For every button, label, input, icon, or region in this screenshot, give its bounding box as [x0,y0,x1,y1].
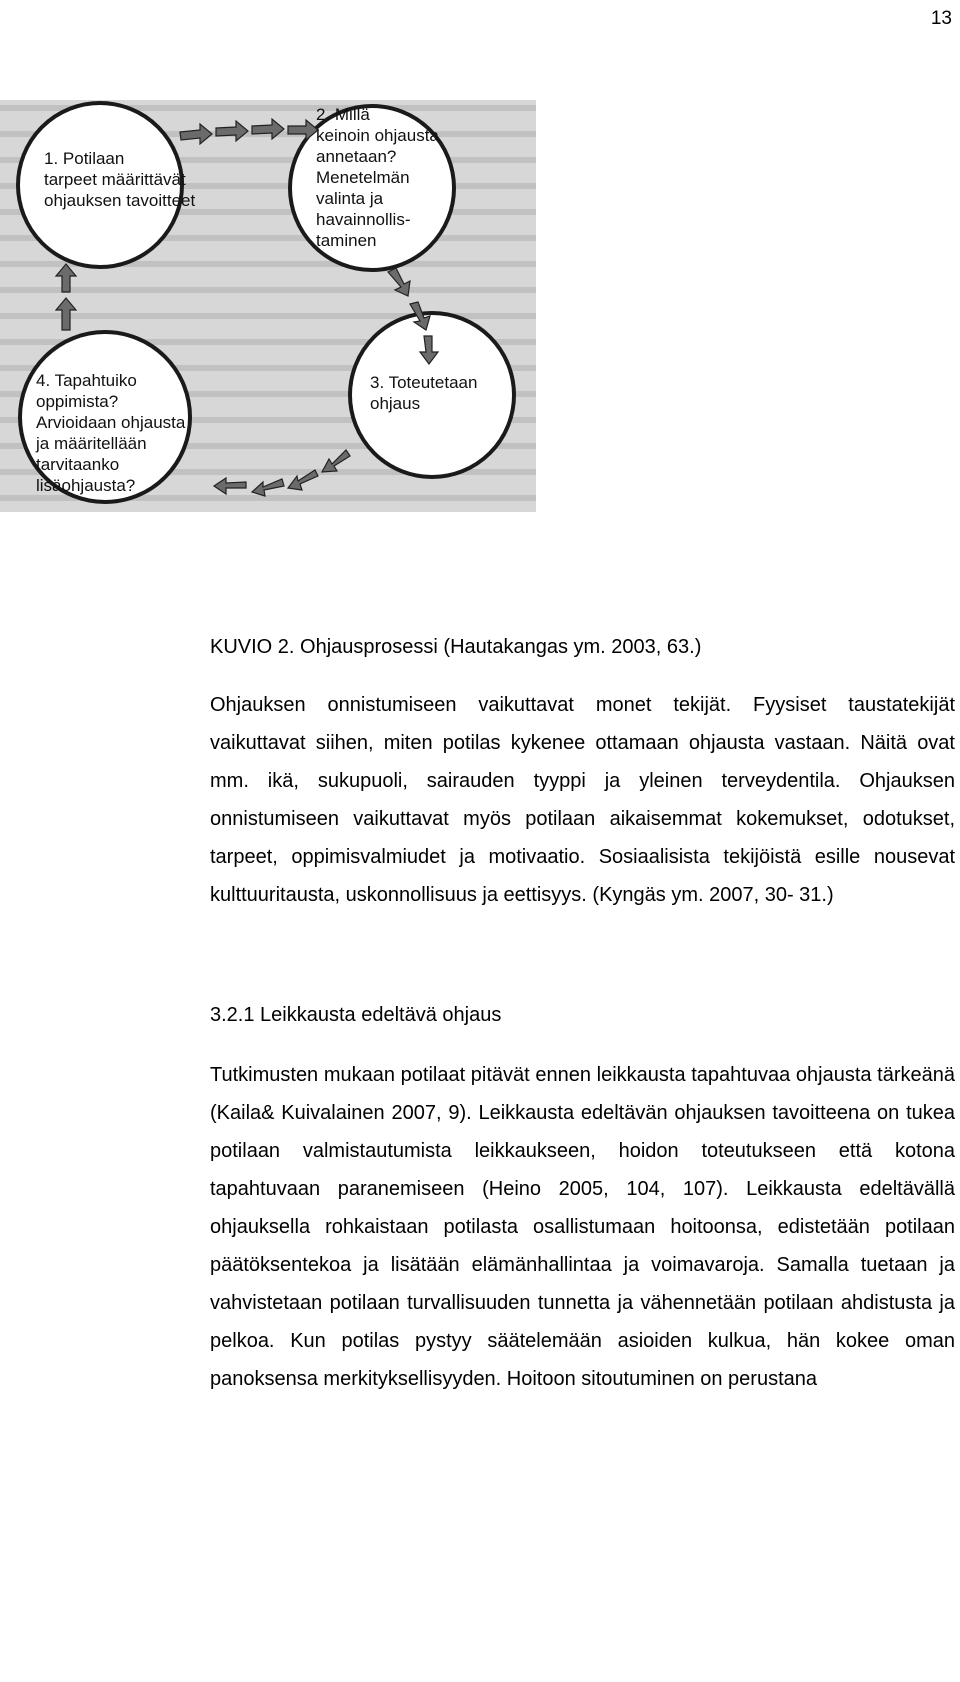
node-3-label: 3. Toteutetaan ohjaus [370,373,478,413]
arrow-column-left [56,264,76,330]
section-heading: 3.2.1 Leikkausta edeltävä ohjaus [210,1004,502,1026]
page-number: 13 [930,8,952,29]
paragraph-1: Ohjauksen onnistumiseen vaikuttavat monet tekijät. Fyysiset taustatekijät vaikuttavat siihen, miten potilas kykenee ottamaan ohjausta vastaan. Näitä ovat mm. ikä, sukupuoli, sairauden tyyppi ja yleinen terveydentila. Ohjauksen onnistumiseen vaikuttavat myös potilaan aikaisemmat kokemukset, odotukset, tarpeet, oppimisvalmiudet ja motivaatio. Sosiaalisista tekijöistä esille nousevat kulttuuritausta, uskonnollisuus ja eettisyys. (Kyngäs ym. 2007, 30- 31.) [210,694,955,906]
paragraph-2: Tutkimusten mukaan potilaat pitävät ennen leikkausta tapahtuvaa ohjausta tärkeänä (Kaila& Kuivalainen 2007, 9). Leikkausta edeltävän ohjauksen tavoitteena on tukea potilaan valmistautumista leikkaukseen, hoidon toteutukseen että kotona tapahtuvaan paranemiseen (Heino 2005, 104, 107). Leikkausta edeltävällä ohjauksella rohkaistaan potilasta osallistumaan hoitoonsa, edistetään potilaan päätöksentekoa ja lisätään elämänhallintaa ja voimavaroja. Samalla tuetaan ja vahvistetaan potilaan turvallisuuden tunnetta ja vähennetään potilaan ahdistusta ja pelkoa. Kun potilas pystyy säätelemään asioiden kulkua, hän kokee oman panoksensa merkityksellisyyden. Hoitoon sitoutuminen on perustana [210,1064,955,1390]
node-2-label: 2. Millä keinoin ohjausta annetaan? Menetelmän valinta ja havainnollis- taminen [316,105,439,250]
node-1-label: 1. Potilaan tarpeet määrittävät ohjauksen tavoitteet [44,149,196,210]
figure-caption: KUVIO 2. Ohjausprosessi (Hautakangas ym. 2003, 63.) [210,636,702,658]
node-4-label: 4. Tapahtuiko oppimista? Arvioidaan ohjausta ja määritellään tarvitaanko lisäohjausta? [36,371,186,495]
process-diagram [0,100,536,512]
